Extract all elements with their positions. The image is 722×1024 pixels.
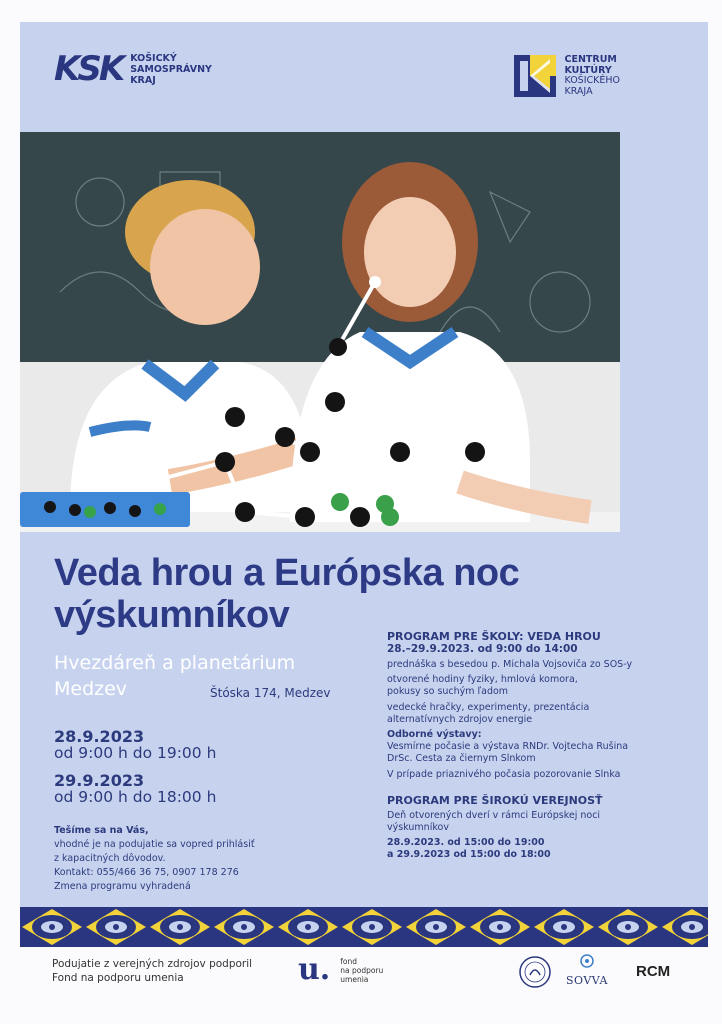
rcm-logo: RCM: [636, 963, 671, 980]
public-time: 28.9.2023. od 15:00 do 19:00: [387, 837, 545, 849]
title-line: výskumníkov: [54, 594, 290, 636]
poster: [20, 22, 708, 947]
exhibit-item: DrSc. Cesta za čiernym Slnkom: [387, 753, 536, 765]
program-column: [387, 630, 692, 862]
program-schools-heading: PROGRAM PRE ŠKOLY: VEDA HROU: [387, 630, 601, 643]
sovva-logo: [566, 953, 608, 987]
registration-note: vhodné je na podujatie sa vopred prihlásiť: [54, 839, 255, 850]
venue-line: Medzev: [54, 678, 128, 700]
fpu-line: umenia: [340, 974, 369, 984]
footer: [0, 947, 722, 1024]
program-item: Deň otvorených dverí v rámci Európskej noci: [387, 809, 601, 821]
ksk-logo: [54, 49, 212, 89]
exhibit-item: V prípade priaznivého počasia pozorovanie Slnka: [387, 768, 621, 780]
event-dates: [54, 728, 216, 806]
program-schools-dates: 28.–29.9.2023. od 9:00 do 14:00: [387, 643, 578, 655]
photo-children-molecule: [20, 132, 620, 532]
time-range: od 9:00 h do 19:00 h: [54, 744, 217, 762]
program-public-heading: PROGRAM PRE ŠIROKÚ VEREJNOSŤ: [387, 793, 603, 807]
program-item: alternatívnych zdrojov energie: [387, 713, 533, 725]
sovva-name: SOVVA: [566, 974, 608, 987]
ksk-line: KRAJ: [130, 74, 156, 86]
contact-text: Kontakt: 055/466 36 75, 0907 178 276: [54, 867, 239, 878]
sovva-icon: [580, 954, 594, 968]
welcome-text: Tešíme sa na Vás,: [54, 825, 149, 836]
program-item: pokusy so suchým ľadom: [387, 686, 509, 698]
ckk-line: KOŠICKÉHO: [564, 75, 620, 86]
time-range: od 9:00 h do 18:00 h: [54, 788, 217, 806]
fpu-line: na podporu: [340, 965, 384, 975]
ckk-logo: [514, 55, 620, 97]
venue-line: Hvezdáreň a planetárium: [54, 652, 296, 674]
ckk-line: KULTÚRY: [564, 64, 612, 76]
ksk-line: KOŠICKÝ: [130, 52, 177, 64]
funding-note: [52, 957, 252, 985]
date: 29.9.2023: [54, 771, 145, 790]
event-title: [54, 552, 694, 636]
exhibitions-label: Odborné výstavy:: [387, 729, 482, 741]
ksk-name: [130, 53, 212, 86]
fpu-logo: [298, 952, 384, 987]
public-time: a 29.9.2023 od 15:00 do 18:00: [387, 849, 551, 861]
ksk-line: SAMOSPRÁVNY: [130, 63, 212, 75]
title-line: Veda hrou a Európska noc: [54, 552, 520, 594]
ckk-line: KRAJA: [564, 85, 593, 97]
pattern-strip: [20, 907, 708, 947]
info-block: [54, 824, 255, 894]
venue-address: Štóska 174, Medzev: [210, 686, 331, 700]
ckk-line: CENTRUM: [564, 54, 617, 65]
change-note: Zmena programu vyhradená: [54, 881, 191, 892]
funding-line: Fond na podporu umenia: [52, 972, 184, 984]
program-item: otvorené hodiny fyziky, hmlová komora,: [387, 674, 578, 686]
date: 28.9.2023: [54, 727, 145, 746]
program-item: vedecké hračky, experimenty, prezentácia: [387, 701, 590, 713]
exhibit-item: Vesmírne počasie a výstava RNDr. Vojtecha Rušina: [387, 741, 629, 753]
seal-icon: [518, 955, 552, 993]
fpu-line: fond: [340, 956, 358, 966]
fpu-name: [340, 957, 383, 984]
fpu-mark: u.: [298, 952, 331, 987]
program-item: prednáška s besedou p. Michala Vojsoviča zo SOS-y: [387, 659, 633, 670]
ksk-logo-icon: KSK: [54, 49, 123, 89]
registration-note: z kapacitných dôvodov.: [54, 853, 166, 864]
program-item: výskumníkov: [387, 822, 449, 834]
ckk-name: [564, 55, 620, 97]
ckk-logo-icon: [514, 55, 556, 97]
funding-line: Podujatie z verejných zdrojov podporil: [52, 958, 253, 970]
